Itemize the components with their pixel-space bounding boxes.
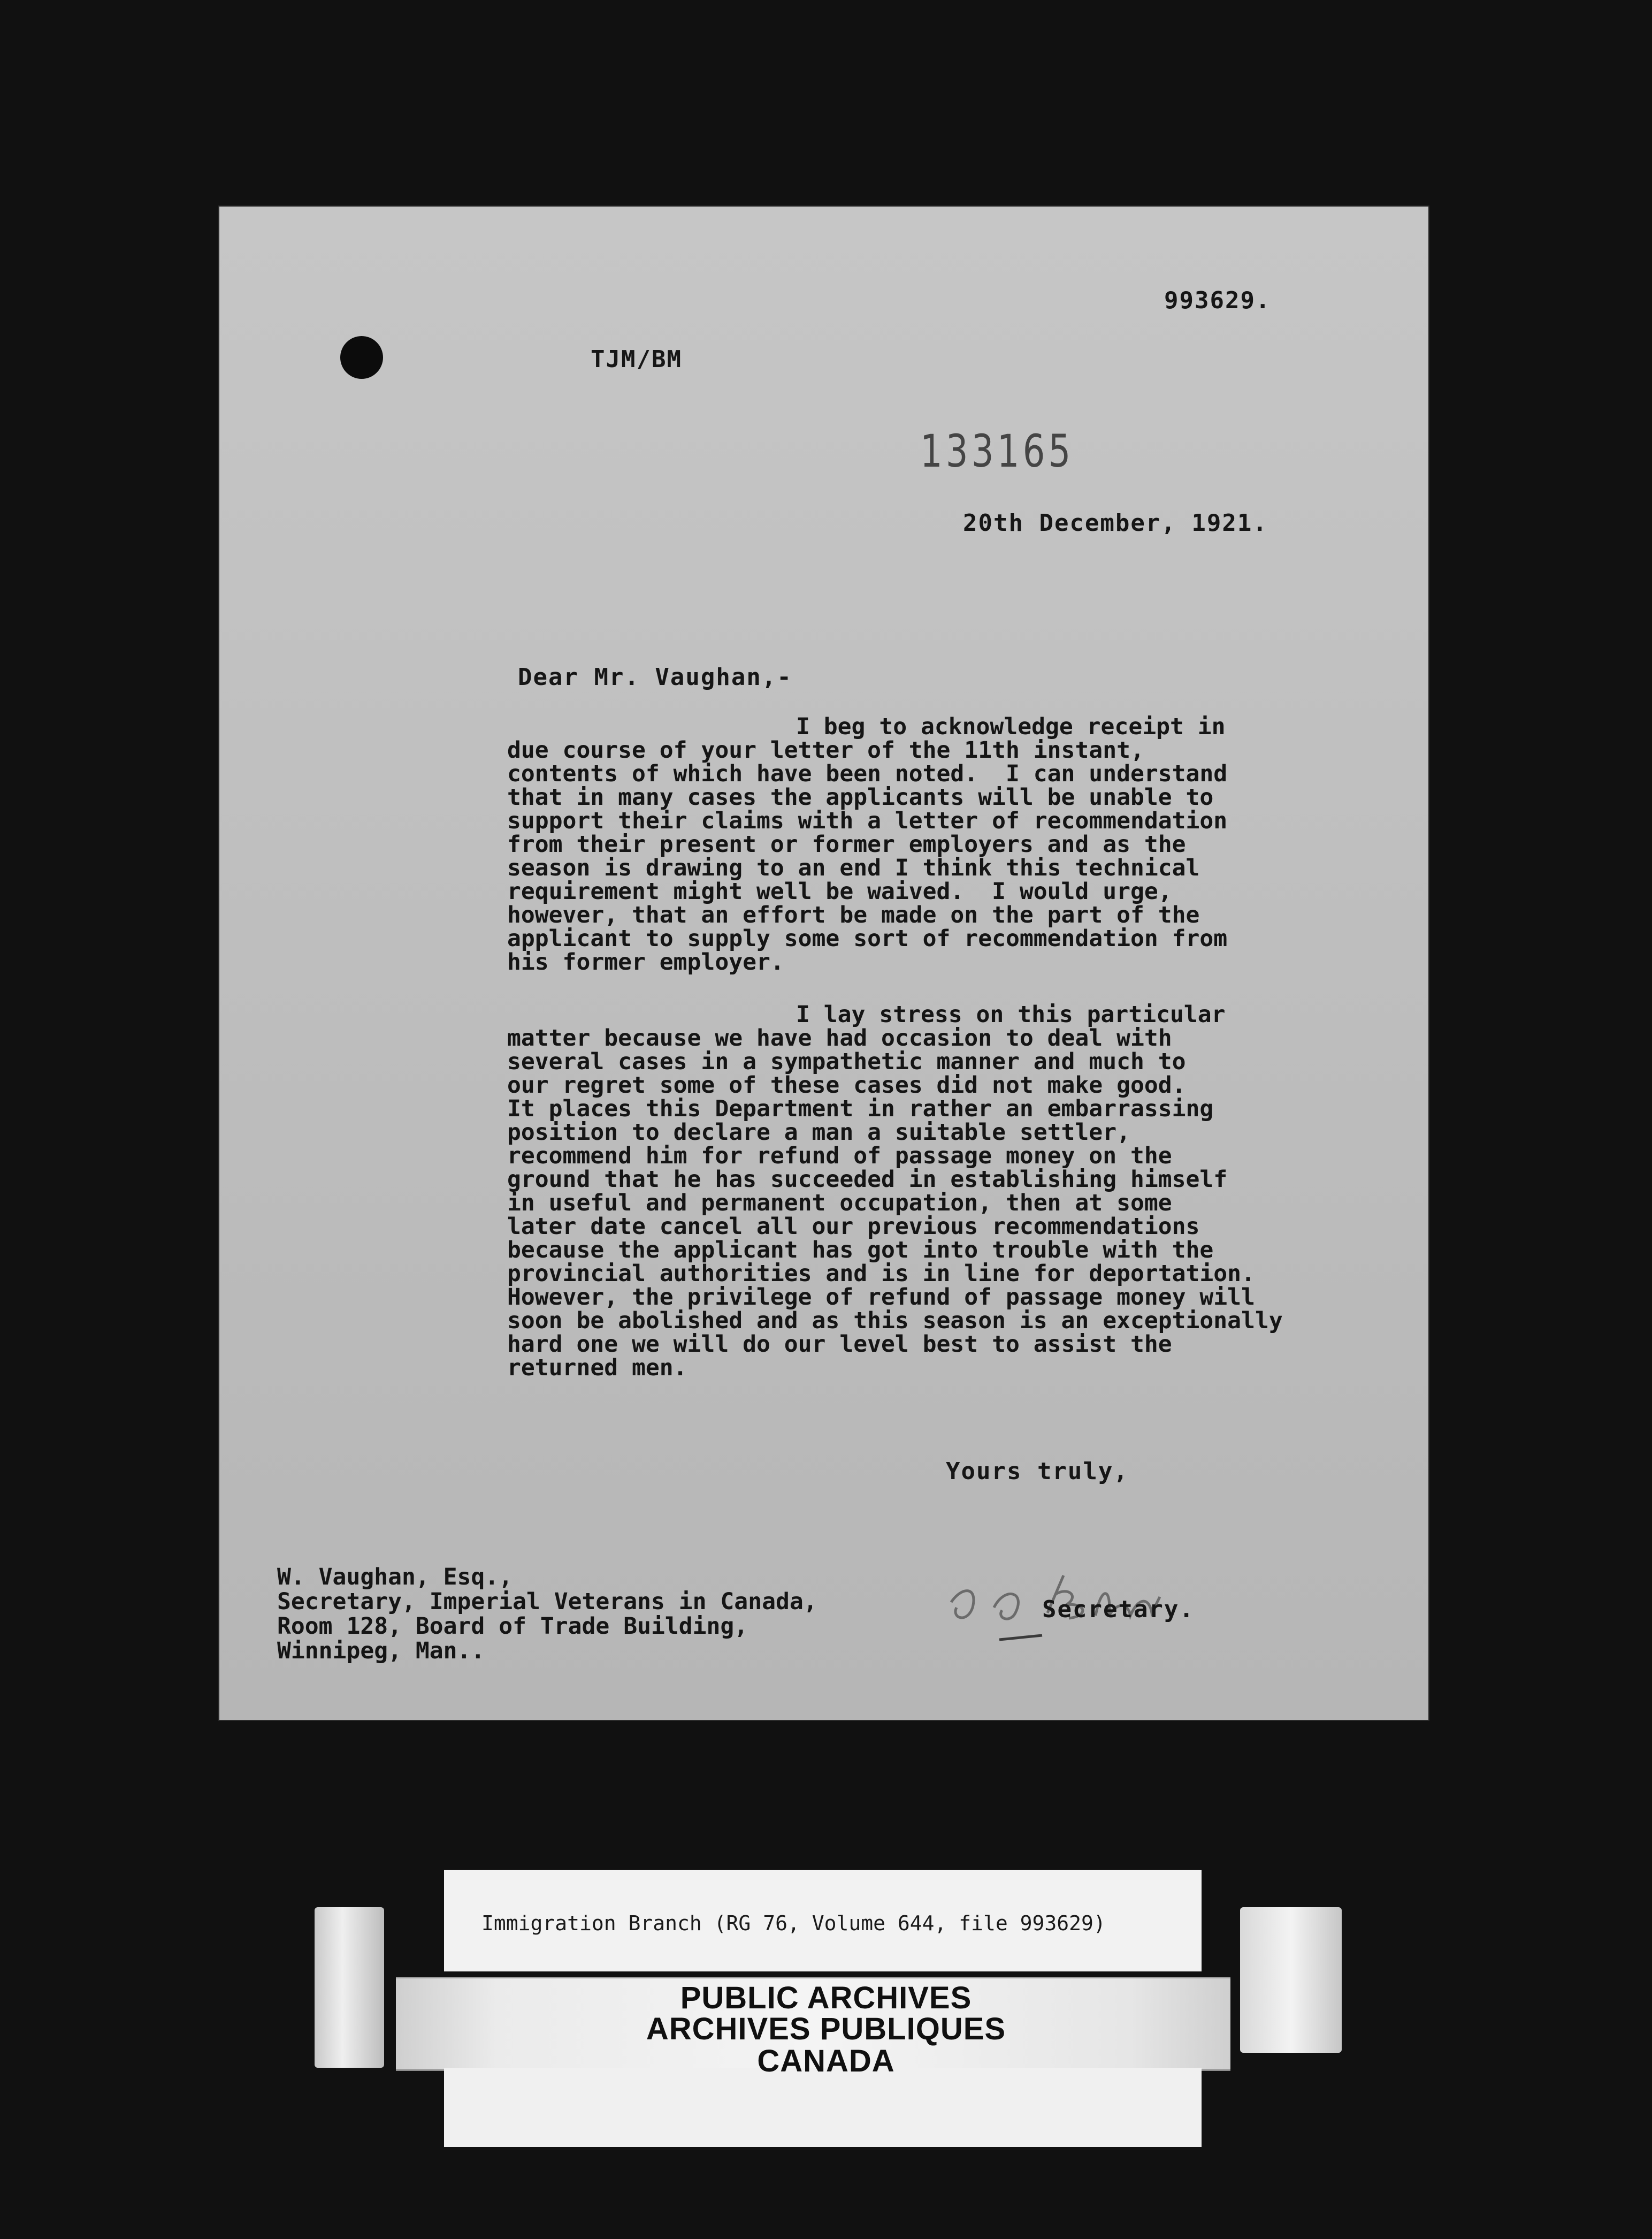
- paragraph-line: due course of your letter of the 11th instant,: [507, 737, 1144, 764]
- archive-stamp-line2: ARCHIVES PUBLIQUES: [646, 2012, 1006, 2046]
- paragraph-line: applicant to supply some sort of recommendation from: [507, 925, 1228, 952]
- paragraph-line: that in many cases the applicants will be unable to: [507, 784, 1214, 811]
- paragraph-line: matter because we have had occasion to deal with: [507, 1025, 1172, 1052]
- address-line: Room 128, Board of Trade Building,: [277, 1613, 748, 1640]
- paragraph-2: [507, 1003, 1427, 1380]
- paragraph-line: ground that he has succeeded in establishing himself: [507, 1166, 1228, 1193]
- paragraph-line: It places this Department in rather an embarrassing: [507, 1095, 1214, 1122]
- paragraph-line: our regret some of these cases did not make good.: [507, 1072, 1186, 1099]
- stamp-number: 133165: [920, 425, 1074, 477]
- letter-date: 20th December, 1921.: [963, 509, 1268, 537]
- archive-label-lower: [444, 2068, 1202, 2147]
- paragraph-line: returned men.: [507, 1354, 687, 1381]
- paragraph-line: in useful and permanent occupation, then at some: [507, 1190, 1172, 1216]
- paragraph-line: I lay stress on this particular: [796, 1001, 1226, 1028]
- archive-stamp-line1: PUBLIC ARCHIVES: [680, 1981, 972, 2015]
- address-line: Secretary, Imperial Veterans in Canada,: [277, 1588, 817, 1615]
- paragraph-line: several cases in a sympathetic manner and much to: [507, 1048, 1186, 1075]
- paragraph-line: soon be abolished and as this season is an exceptionally: [507, 1307, 1283, 1334]
- reference-initials: TJM/BM: [591, 346, 682, 373]
- paragraph-line: position to declare a man a suitable settler,: [507, 1119, 1130, 1146]
- paragraph-line: provincial authorities and is in line for deportation.: [507, 1260, 1255, 1287]
- closing: Yours truly,: [946, 1458, 1129, 1485]
- paragraph-line: requirement might well be waived. I would urge,: [507, 878, 1172, 905]
- paragraph-1: [507, 715, 1427, 974]
- archive-stamp-line3: CANADA: [757, 2044, 895, 2078]
- archive-caption: Immigration Branch (RG 76, Volume 644, file 993629): [481, 1911, 1106, 1935]
- file-number: 993629.: [1164, 287, 1271, 314]
- paragraph-line: I beg to acknowledge receipt in: [796, 713, 1226, 740]
- paragraph-line: however, that an effort be made on the part of the: [507, 902, 1200, 928]
- paragraph-line: recommend him for refund of passage money on the: [507, 1143, 1172, 1169]
- archive-label: [444, 1870, 1202, 1971]
- paragraph-line: season is drawing to an end I think this technical: [507, 855, 1200, 881]
- letter-page: [218, 205, 1429, 1721]
- paragraph-line: hard one we will do our level best to assist the: [507, 1331, 1172, 1358]
- paragraph-line: his former employer.: [507, 949, 784, 976]
- address-line: W. Vaughan, Esq.,: [277, 1564, 513, 1590]
- address-line: Winnipeg, Man..: [277, 1638, 485, 1664]
- paragraph-line: support their claims with a letter of recommendation: [507, 808, 1228, 834]
- paragraph-line: later date cancel all our previous recommendations: [507, 1213, 1200, 1240]
- punch-hole: [340, 336, 383, 379]
- signer-title: Secretary.: [1042, 1596, 1195, 1623]
- salutation: Dear Mr. Vaughan,-: [518, 664, 792, 691]
- paragraph-line: from their present or former employers and as the: [507, 831, 1186, 858]
- paragraph-line: contents of which have been noted. I can understand: [507, 760, 1228, 787]
- paragraph-line: because the applicant has got into trouble with the: [507, 1237, 1214, 1263]
- paragraph-line: However, the privilege of refund of passage money will: [507, 1284, 1255, 1311]
- addressee-block: [277, 1565, 973, 1663]
